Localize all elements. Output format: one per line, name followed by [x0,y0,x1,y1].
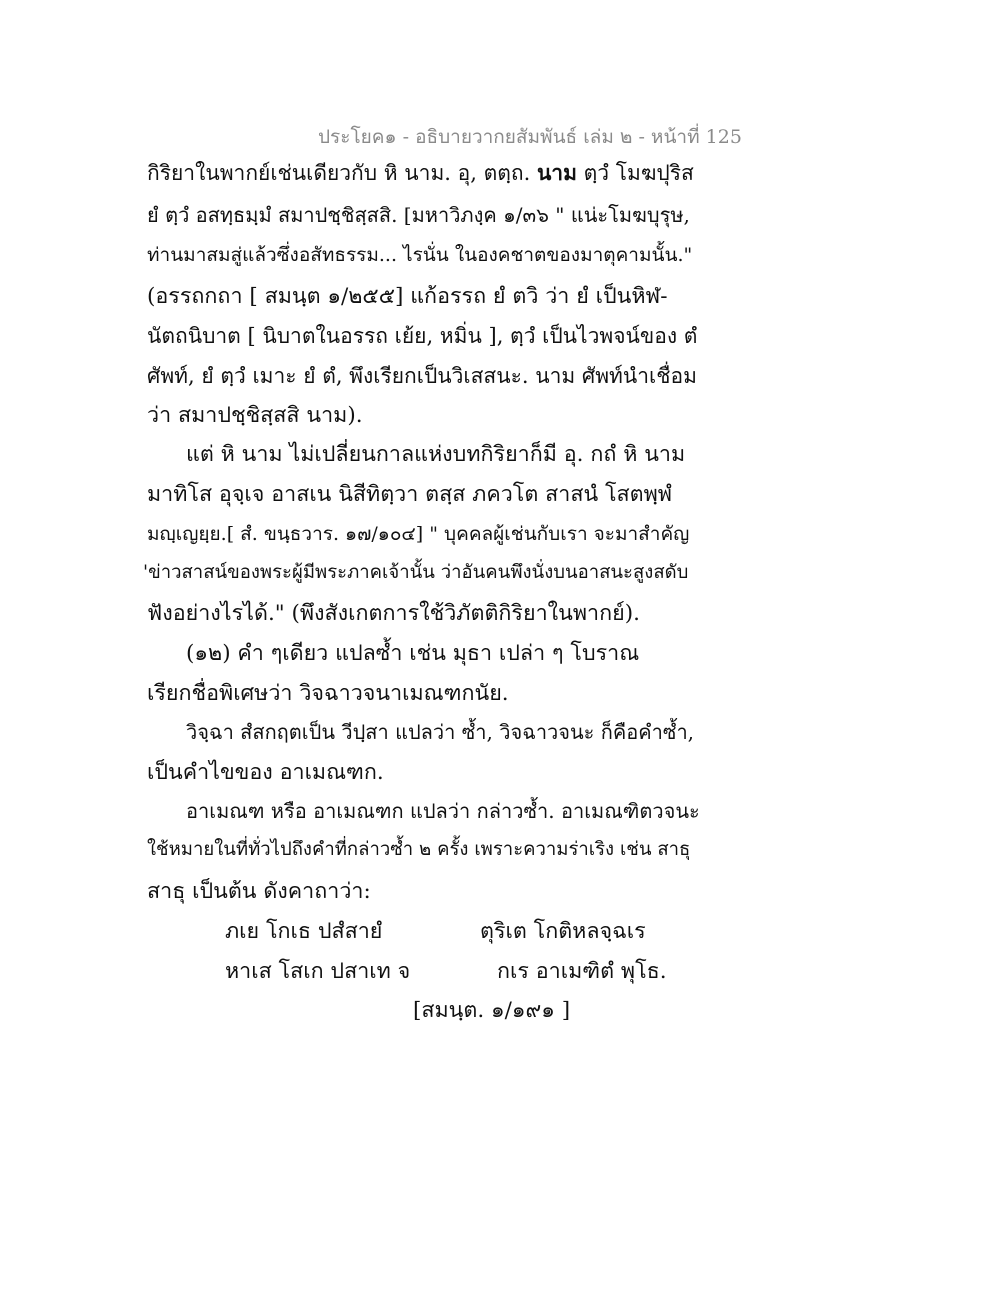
text-line: 'ข่าวสาสน์ของพระผู้มีพระภาคเจ้านั้น ว่าอันคนพึงนั่งบนอาสนะสูงสดับ [143,562,689,583]
text-line: ฟังอย่างไรได้." (พึงสังเกตการใช้วิภัตติกิริยาในพากย์). [147,601,640,626]
verse-left: ภเย โกเธ ปสํสายํ [225,919,383,944]
verse-right: ตุริเต โกติหลจฺฉเร [480,919,646,944]
verse-right: กเร อาเมฑิตํ พุโธ. [497,959,667,984]
text-line: ยํ ตฺวํ อสทฺธมฺมํ สมาปชฺชิสฺสสิ. [มหาวิภงฺค ๑/๓๖ " แน่ะโมฆบุรุษ, [147,203,690,227]
text-line: วิจฺฉา สํสกฤตเป็น วีปฺสา แปลว่า ซ้ำ, วิจฉาวจนะ ก็คือคำซ้ำ, [186,720,695,744]
text-line: มาทิโส อุจฺเจ อาสเน นิสีทิตฺวา ตสฺส ภควโต สาสนํ โสตพฺพํ [147,482,672,507]
text-line: อาเมณฑ หรือ อาเมณฑก แปลว่า กล่าวซ้ำ. อาเมณฑิตวจนะ [186,799,700,823]
text-line: (๑๒) คำ ๆเดียว แปลซ้ำ เช่น มุธา เปล่า ๆ โบราณ [186,641,640,666]
text-segment: ตฺวํ โมฆปุริส [576,161,694,185]
running-header: ประโยค๑ - อธิบายวากยสัมพันธ์ เล่ม ๒ - หน้าที่ 125 [318,126,742,148]
text-line: ท่านมาสมสู่แล้วซึ่งอสัทธรรม... ไรนั่น ในองคชาตของมาตุคามนั้น." [147,244,693,266]
text-line: ศัพท์, ยํ ตฺวํ เมาะ ยํ ตํ, พึงเรียกเป็นวิเสสนะ. นาม ศัพท์นำเชื่อม [147,364,697,388]
text-line: สาธุ เป็นต้น ดังคาถาว่า: [147,879,371,904]
text-line: เรียกชื่อพิเศษว่า วิจฉาวจนาเมณฑกนัย. [147,681,509,706]
text-line: (อรรถกถา [ สมนฺต ๑/๒๕๕] แก้อรรถ ยํ ตวิ ว่า ยํ เป็นหิฬ- [147,284,668,309]
text-line: มญฺเญยฺย.[ สํ. ขนฺธวาร. ๑๗/๑๐๔] " บุคคลผู้เช่นกับเรา จะมาสำคัญ [147,523,690,545]
verse-left: หาเส โสเก ปสาเท จ [225,959,411,984]
text-line: ว่า สมาปชฺชิสฺสสิ นาม). [147,403,363,428]
citation-reference: [สมนฺต. ๑/๑๙๑ ] [413,998,571,1023]
text-line [147,162,694,184]
text-segment: กิริยาในพากย์เช่นเดียวกับ หิ นาม. อุ, ตตฺถ. [147,161,537,185]
bold-term: นาม [536,160,577,185]
text-line: แต่ หิ นาม ไม่เปลี่ยนกาลแห่งบทกิริยาก็มี อุ. กถํ หิ นาม [186,442,686,467]
text-line: ใช้หมายในที่ทั่วไปถึงคำที่กล่าวซ้ำ ๒ ครั้ง เพราะความร่าเริง เช่น สาธุ [147,839,691,860]
text-line: เป็นคำไขของ อาเมณฑก. [147,760,384,785]
text-line: นัตถนิบาต [ นิบาตในอรรถ เย้ย, หมิ่น ], ตฺวํ เป็นไวพจน์ของ ตํ [147,324,698,348]
